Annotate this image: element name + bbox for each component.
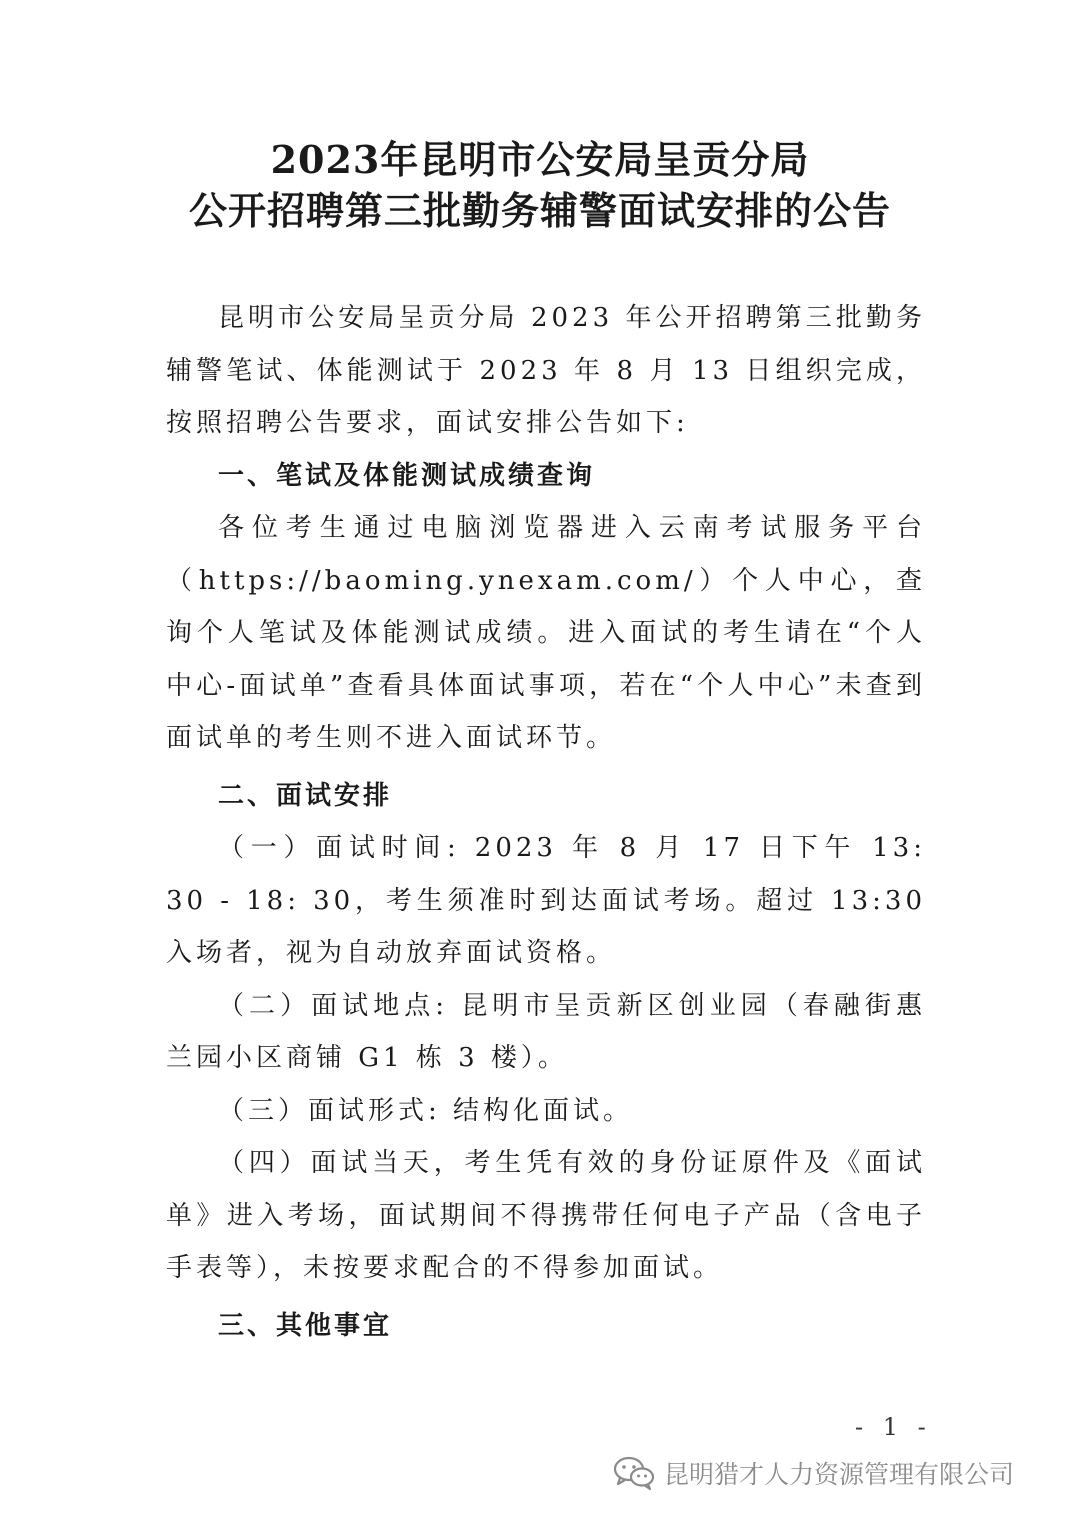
- page-number: - 1 -: [855, 1413, 932, 1441]
- interview-time-paragraph: （一）面试时间: 2023 年 8 月 17 日下午 13: 30 - 18: 30，考生须准时到达面试考场。超过 13:30 入场者，视为自动放弃面试资格。: [166, 833, 926, 968]
- intro-paragraph: 昆明市公安局呈贡分局 2023 年公开招聘第三批勤务辅警笔试、体能测试于 2023 年 8 月 13 日组织完成，按照招聘公告要求，面试安排公告如下:: [166, 303, 926, 438]
- document-body: [166, 292, 926, 1352]
- watermark-text: 昆明猎才人力资源管理有限公司: [664, 1460, 1015, 1489]
- interview-rules-paragraph: （四）面试当天，考生凭有效的身份证原件及《面试单》进入考场，面试期间不得携带任何电子产品（含电子手表等），未按要求配合的不得参加面试。: [166, 1148, 926, 1283]
- score-query-paragraph: 各位考生通过电脑浏览器进入云南考试服务平台（https://baoming.ynexam.com/）个人中心，查询个人笔试及体能测试成绩。进入面试的考生请在“个人中心-面试单”查看具体面试事项，若在“个人中心”未查到面试单的考生则不进入面试环节。: [166, 513, 926, 753]
- section-heading-2: 二、面试安排: [218, 780, 393, 811]
- section-heading-3: 三、其他事宜: [218, 1310, 393, 1341]
- section-heading-1: 一、笔试及体能测试成绩查询: [218, 460, 596, 491]
- title-line-1: 2023年昆明市公安局呈贡分局: [270, 137, 810, 182]
- watermark: [612, 1453, 1014, 1493]
- title-line-2: 公开招聘第三批勤务辅警面试安排的公告: [188, 188, 891, 233]
- wechat-icon: [612, 1455, 656, 1491]
- interview-location-paragraph: （二）面试地点: 昆明市呈贡新区创业园（春融街惠兰园小区商铺 G1 栋 3 楼）。: [166, 990, 926, 1073]
- interview-format-paragraph: （三）面试形式: 结构化面试。: [218, 1095, 634, 1126]
